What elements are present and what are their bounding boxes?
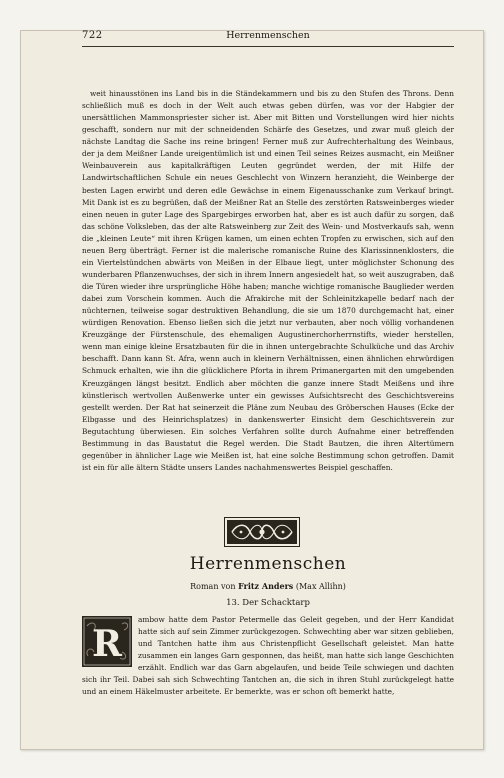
story-byline <box>82 581 454 591</box>
drop-cap-letter: R <box>92 623 122 665</box>
article-paragraph: weit hinausstönen ins Land bis in die Ständekammern und bis zu den Stufen des Throns. Denn schließlich muß es doch in der Welt auch etwas geben dürfen, was vor der Habgier der unersättlichen Mammonspriester sicher ist. Aber mit Bitten und Vorstellungen wird hier nichts geschafft, sondern nur mit der schneidenden Schärfe des Gesetzes, und zwar muß gleich der nächste Landtag die Sache ins reine bringen! Ferner muß zur Aufrechterhaltung des Weinbaus, der ja dem Meißner Lande ureigentümlich ist und einen Teil seines Reizes ausmacht, ein Meißner Weinbauverein aus kapitalkräftigen Leuten gegründet werden, der mit Hilfe der Landwirtschaftlichen Schule ein neues Geschlecht von Winzern heranzieht, die Weinberge der besten Lagen erwirbt und deren edle Gewächse in einem Eigenausschanke zum Verkauf bringt. Mit Dank ist es zu begrüßen, daß der Meißner Rat an Stelle des zerstörten Ratsweinberges wieder einen neuen in guter Lage des Spargebirges erworben hat, aber es ist auch dafür zu sorgen, daß das schöne Volksleben, das der alte Ratsweinberg zur Zeit des Wein- und Mostverkaufs sah, wenn die „kleinen Leute“ mit ihren Krügen kamen, um einen echten Tropfen zu erwischen, sich auf den neuen Berg überträgt. Ferner ist die malerische romanische Ruine des Klarissinnenklosters, die ein Viertelstündchen abwärts von Meißen in der Elbaue liegt, unter möglichster Schonung des wunderbaren Pflanzenwuchses, der sich in ihrem Innern angesiedelt hat, so weit auszugraben, daß die Türen wieder ihre ursprüngliche Höhe haben; manche wichtige romanische Bauglieder werden dabei zum Vorschein kommen. Auch die Afrakirche mit der Schleinitzkapelle bedarf nach der nüchternen, teilweise sogar destruktiven Behandlung, die sie um 1870 durchgemacht hat, einer würdigen Renovation. Ebenso ließen sich die jetzt nur verbauten, aber noch völlig vorhandenen Kreuzgänge der Fürstenschule, des ehemaligen Augustinerchorherrnstifts, wieder herstellen, wenn man einige kleine Ersatzbauten für die in ihnen untergebrachte Schulküche und das Archiv beschafft. Dann kann St. Afra, wenn auch in kleinern Verhältnissen, einen ähnlichen ehrwürdigen Schmuck erhalten, wie ihn die glücklichere Pforta in ihrem Primanergarten mit den umgebenden Kreuzgängen längst besitzt. Endlich aber möchten die ganze innere Stadt Meißens und ihre künstlerisch wertvollen Außenwerke unter ein gewisses Aufsichtsrecht des Geschichtsvereins gestellt werden. Der Rat hat seinerzeit die Pläne zum Neubau des Gröberschen Hauses (Ecke der Elbgasse und des Heinrichsplatzes) in dankenswerter Einsicht dem Geschichtsverein zur Begutachtung überwiesen. Ein solches Verfahren sollte durch Aufnahme einer betreffenden Bestimmung in das Baustatut die Regel werden. Die Stadt Bautzen, die ihren Altertümern gegenüber in ähnlicher Lage wie Meißen ist, hat eine solche Bestimmung schon getroffen. Damit ist ein für alle ältern Städte unsers Landes nachahmenswertes Beispiel geschaffen. <box>82 89 454 472</box>
running-title: Herrenmenschen <box>226 30 310 41</box>
ornament-vignette-icon <box>224 517 300 547</box>
drop-cap-initial <box>82 616 132 667</box>
page-number: 722 <box>82 30 103 41</box>
article-body <box>82 88 454 474</box>
story-title: Herrenmenschen <box>189 554 347 574</box>
story-paragraph: ambow hatte dem Pastor Petermelle das Geleit gegeben, und der Herr Kandidat hatte sich auf sein Zimmer zurückgezogen. Schwechting aber war sitzen geblieben, und Tantchen hatte ihm aus Christenpflicht Gesellschaft geleistet. Man hatte zusammen ein langes Garn gesponnen, das heißt, man hatte sich lange Geschichten erzählt. Endlich war das Garn abgelaufen, und beide Teile schwiegen und dachten sich ihr Teil. Dabei sah sich Schwechting Tantchen an, die sich in ihren Stuhl zurückgelegt hatte und an einem Häkelmuster arbeitete. Er bemerkte, was er schon oft bemerkt hatte, <box>82 615 454 697</box>
running-header <box>82 30 454 47</box>
story-body <box>82 614 454 698</box>
author-name: Fritz Anders <box>238 581 294 591</box>
byline-prefix: Roman von <box>190 582 236 591</box>
author-note: (Max Allihn) <box>295 582 346 591</box>
chapter-heading: 13. Der Schacktarp <box>226 598 310 608</box>
